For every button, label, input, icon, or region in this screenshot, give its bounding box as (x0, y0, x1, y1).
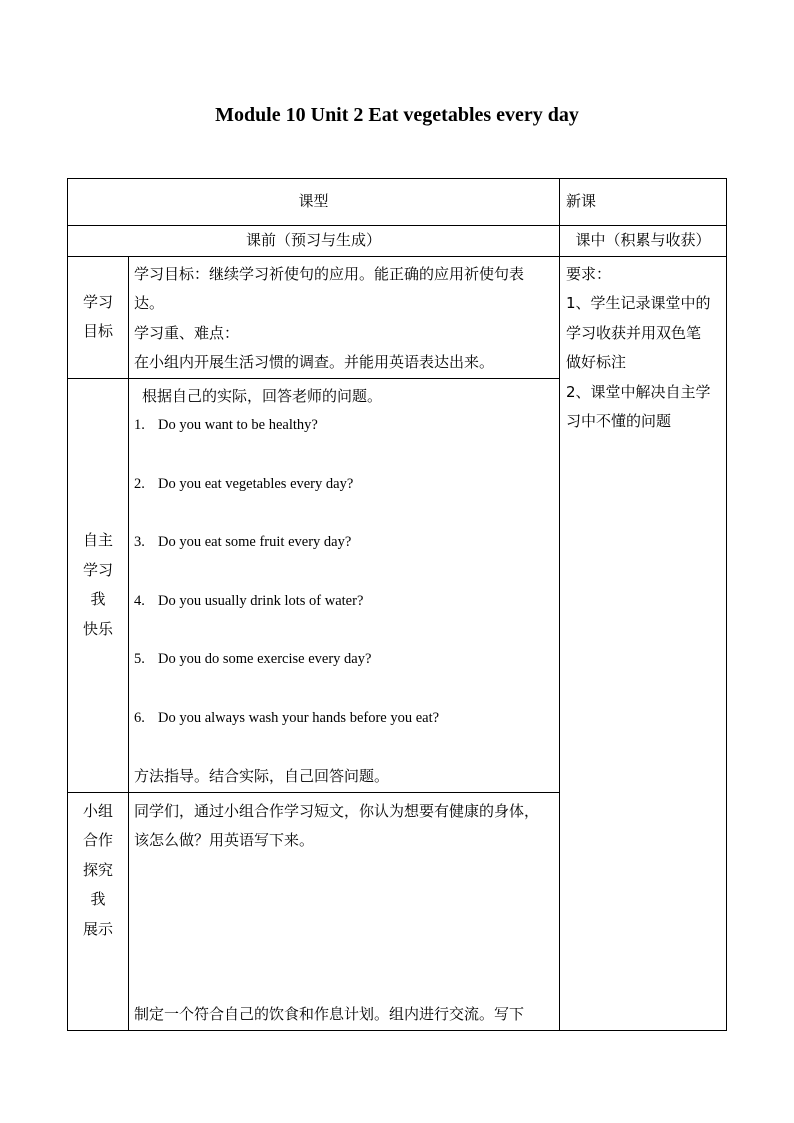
lesson-type-value: 新课 (560, 179, 727, 226)
requirements-line: 习中不懂的问题 (566, 412, 672, 430)
question-number: 4. (134, 592, 145, 609)
question-number: 6. (134, 709, 145, 726)
group-work-label-line: 我 (90, 890, 106, 908)
self-study-content (129, 378, 560, 792)
requirements-line: 2、课堂中解决自主学 (566, 382, 711, 401)
question-item (134, 411, 553, 441)
question-item (134, 528, 553, 558)
lesson-type-label: 课型 (68, 179, 560, 226)
self-study-label (68, 378, 129, 792)
requirements-line: 做好标注 (566, 353, 627, 371)
self-study-label-line: 我 (90, 590, 106, 608)
goals-label-line: 学习 (82, 292, 113, 311)
question-item (134, 704, 553, 734)
phase-header-row (68, 226, 727, 257)
page-title: Module 10 Unit 2 Eat vegetables every day (215, 104, 579, 126)
lesson-type-row (68, 179, 727, 226)
before-class-header: 课前（预习与生成） (68, 226, 560, 257)
lesson-plan-table (67, 178, 727, 1031)
question-number: 2. (134, 475, 145, 492)
goals-label-line: 目标 (82, 322, 113, 340)
question-number: 3. (134, 534, 145, 550)
requirements-line: 1、学生记录课堂中的 (566, 294, 711, 312)
group-work-label-line: 小组 (82, 801, 113, 820)
group-work-label-line: 展示 (82, 919, 113, 938)
question-item (134, 645, 553, 675)
question-text: Do you eat some fruit every day? (158, 534, 352, 550)
method-guidance: 方法指导。结合实际，自己回答问题。 (134, 767, 390, 785)
requirements-cell (560, 256, 727, 1030)
goals-content (129, 256, 560, 378)
in-class-header: 课中（积累与收获） (560, 226, 727, 257)
group-work-content (129, 792, 560, 1030)
question-text: Do you always wash your hands before you eat? (158, 709, 440, 726)
requirements-line: 要求： (566, 264, 612, 283)
group-work-plan: 制定一个符合自己的饮食和作息计划。组内进行交流。写下 (134, 1005, 525, 1023)
goals-row (68, 256, 727, 378)
group-work-prompt-line: 同学们，通过小组合作学习短文，你认为想要有健康的身体， (134, 801, 540, 820)
group-work-prompt-line: 该怎么做？用英语写下来。 (134, 831, 315, 849)
group-work-label (68, 792, 129, 1030)
self-study-intro: 根据自己的实际，回答老师的问题。 (142, 386, 383, 405)
goals-line: 达。 (134, 294, 165, 312)
goals-label (68, 256, 129, 378)
goals-line: 在小组内开展生活习惯的调查。并能用英语表达出来。 (134, 353, 495, 371)
group-work-label-line: 探究 (82, 860, 113, 879)
question-item (134, 470, 553, 500)
self-study-label-line: 学习 (82, 560, 113, 579)
question-text: Do you usually drink lots of water? (158, 592, 364, 609)
question-item (134, 587, 553, 617)
goals-line: 学习重、难点： (134, 323, 240, 342)
question-text: Do you do some exercise every day? (158, 651, 372, 667)
question-text: Do you eat vegetables every day? (158, 475, 354, 492)
question-number: 5. (134, 651, 145, 667)
self-study-label-line: 自主 (82, 531, 113, 549)
question-text: Do you want to be healthy? (158, 417, 318, 433)
group-work-label-line: 合作 (82, 831, 113, 849)
self-study-label-line: 快乐 (82, 619, 113, 638)
goals-line: 学习目标：继续学习祈使句的应用。能正确的应用祈使句表 (134, 264, 525, 283)
question-number: 1. (134, 417, 145, 433)
requirements-line: 学习收获并用双色笔 (566, 323, 702, 342)
